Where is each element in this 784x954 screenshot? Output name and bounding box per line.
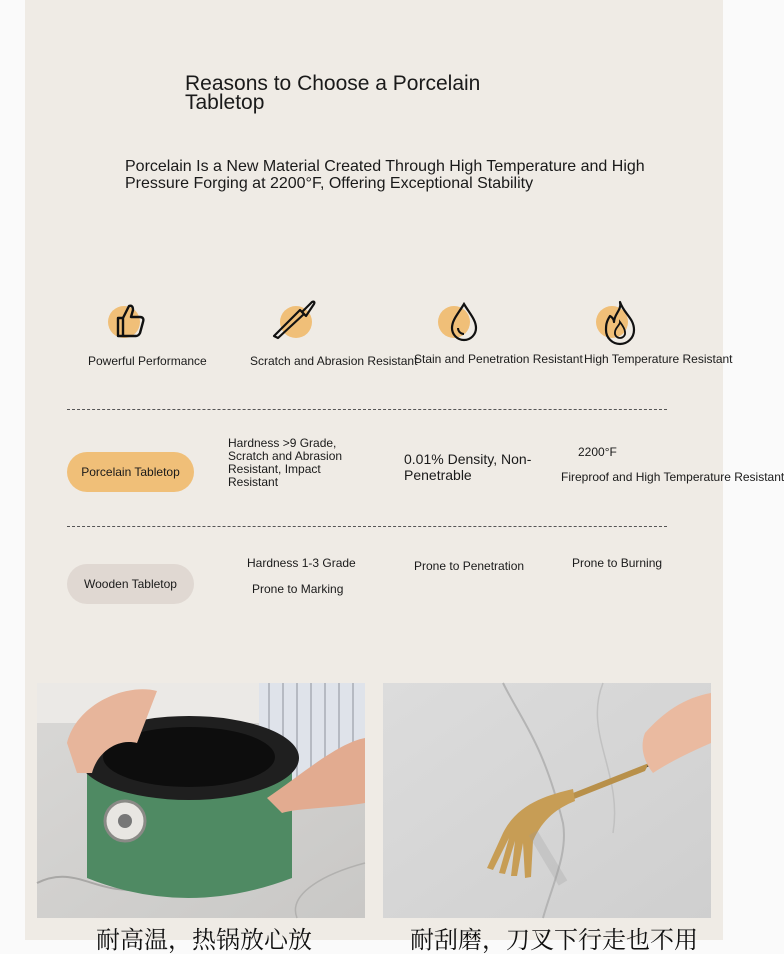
hot-pot-photo — [37, 683, 365, 918]
porcelain-density: 0.01% Density, Non-Penetrable — [404, 451, 532, 483]
wooden-burning: Prone to Burning — [572, 556, 663, 570]
page-subtitle: Porcelain Is a New Material Created Through High Temperature and High Pressure Forging at 2200°F, Offering Exceptional Stability — [125, 158, 645, 192]
porcelain-tabletop-badge: Porcelain Tabletop — [67, 452, 194, 492]
feature-label: Scratch and Abrasion Resistant — [250, 354, 418, 368]
divider — [67, 526, 667, 527]
feature-label: High Temperature Resistant — [584, 352, 733, 366]
feature-label: Powerful Performance — [88, 354, 207, 368]
water-drop-icon — [436, 298, 484, 346]
wooden-hardness: Hardness 1-3 Grade — [247, 556, 356, 570]
wooden-tabletop-badge: Wooden Tabletop — [67, 564, 194, 604]
caption-scratch: 耐刮磨，刀叉下行走也不用 — [410, 926, 698, 954]
feature-label: Stain and Penetration Resistant — [414, 352, 583, 366]
porcelain-temp-text: Fireproof and High Temperature Resistant — [561, 470, 784, 484]
knife-icon — [270, 296, 318, 344]
porcelain-temp-value: 2200°F — [578, 445, 617, 459]
page-title: Reasons to Choose a Porcelain Tabletop — [185, 72, 481, 114]
thumbs-up-icon — [104, 296, 152, 344]
caption-heat: 耐高温，热锅放心放 — [96, 926, 312, 954]
porcelain-hardness: Hardness >9 Grade, Scratch and Abrasion Resistant, Impact Resistant — [228, 436, 343, 489]
fork-photo — [383, 683, 711, 918]
wooden-penetration: Prone to Penetration — [414, 559, 525, 573]
flame-icon — [594, 298, 642, 346]
divider — [67, 409, 667, 410]
wooden-marking: Prone to Marking — [252, 582, 344, 596]
